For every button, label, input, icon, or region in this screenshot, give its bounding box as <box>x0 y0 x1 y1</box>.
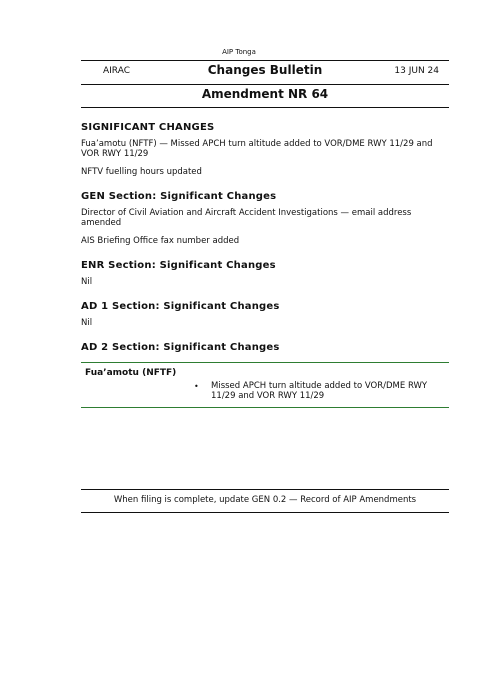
bulletin-header <box>81 62 449 82</box>
bullet-marker: • <box>194 382 199 391</box>
enr-section-heading: ENR Section: Significant Changes <box>81 260 276 271</box>
ad2-section-heading: AD 2 Section: Significant Changes <box>81 342 280 353</box>
ad1-section-text: Nil <box>81 318 93 328</box>
aerodrome-name: Fua’amotu (NFTF) <box>85 368 177 378</box>
header-middle-rule <box>81 84 449 85</box>
header-bottom-rule <box>81 107 449 108</box>
footer-note: When filing is complete, update GEN 0.2 — Record of AIP Amendments <box>113 495 417 505</box>
ad2-table-top-rule <box>81 362 449 363</box>
document-label: AIP Tonga <box>222 48 256 56</box>
significant-change-item: NFTV fuelling hours updated <box>81 167 202 177</box>
significant-changes-heading: SIGNIFICANT CHANGES <box>81 122 215 133</box>
header-top-rule <box>81 60 449 61</box>
ad1-section-heading: AD 1 Section: Significant Changes <box>81 301 280 312</box>
ad2-table-bottom-rule <box>81 407 449 408</box>
significant-change-item: Fua’amotu (NFTF) — Missed APCH turn altitude added to VOR/DME RWY 11/29 and VOR RWY 11/29 <box>81 139 433 159</box>
bulletin-date: 13 JUN 24 <box>394 66 439 76</box>
gen-change-item: AIS Briefing Office fax number added <box>81 236 240 246</box>
amendment-number: Amendment NR 64 <box>201 87 329 101</box>
airac-label: AIRAC <box>103 66 130 76</box>
bulletin-title: Changes Bulletin <box>207 63 323 77</box>
gen-change-item: Director of Civil Aviation and Aircraft Accident Investigations — email address amended <box>81 208 412 228</box>
footer-bottom-rule <box>81 512 449 513</box>
footer-top-rule <box>81 489 449 490</box>
gen-section-heading: GEN Section: Significant Changes <box>81 191 277 202</box>
enr-section-text: Nil <box>81 277 93 287</box>
aerodrome-change-text: Missed APCH turn altitude added to VOR/DME RWY 11/29 and VOR RWY 11/29 <box>211 381 428 401</box>
